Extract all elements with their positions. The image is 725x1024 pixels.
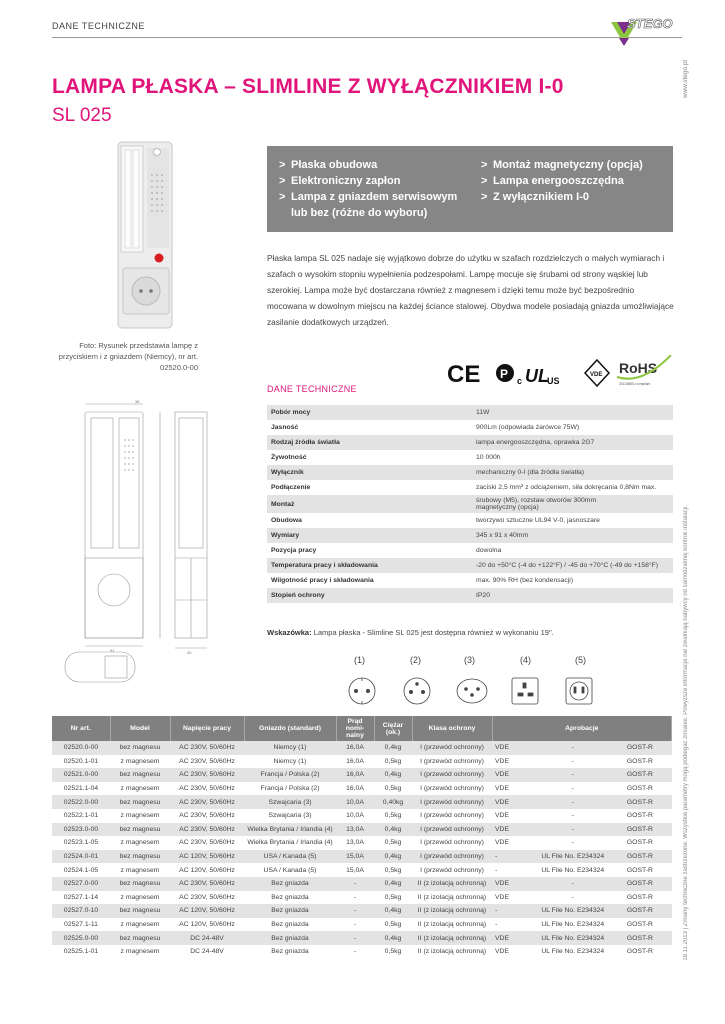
table-cell: VDE (492, 945, 522, 959)
table-row (52, 782, 672, 796)
page-title: LAMPA PŁASKA – SLIMLINE Z WYŁĄCZNIKIEM I-0 (52, 75, 564, 98)
socket-label-1: (1) (354, 655, 365, 665)
table-cell: Bez gniazda (244, 891, 336, 905)
table-cell: z magnesem (110, 836, 170, 850)
table-cell: - (492, 918, 522, 932)
table-cell: 0,4kg (374, 823, 412, 837)
side-note-container (683, 505, 697, 975)
spec-key: Żywotność (267, 450, 472, 465)
table-cell: AC 230V, 50/60Hz (170, 768, 244, 782)
table-cell: AC 230V, 50/60Hz (170, 877, 244, 891)
spec-key: Stopień ochrony (267, 588, 472, 603)
table-cell: bez magnesu (110, 877, 170, 891)
table-cell: GOST-R (624, 768, 672, 782)
table-row (52, 755, 672, 769)
feature-item-left-1 (279, 173, 474, 189)
table-cell: z magnesem (110, 891, 170, 905)
table-row (52, 945, 672, 959)
table-row (52, 823, 672, 837)
table-cell: Szwajcaria (3) (244, 809, 336, 823)
table-cell: VDE (492, 877, 522, 891)
logo-text: STEGO (627, 16, 673, 31)
table-row (52, 809, 672, 823)
table-cell: DC 24-48V (170, 931, 244, 945)
table-cell: Bez gniazda (244, 945, 336, 959)
table-cell: GOST-R (624, 931, 672, 945)
table-cell: I (przewód ochronny) (412, 809, 492, 823)
us-mark: US (547, 376, 560, 386)
feature-list-left (279, 157, 474, 221)
spec-value: 11W (472, 405, 673, 420)
table-cell: 16,0A (336, 768, 374, 782)
table-cell: Francja / Polska (2) (244, 768, 336, 782)
table-cell: Bez gniazda (244, 918, 336, 932)
table-cell: - (492, 904, 522, 918)
table-cell: 02527.1-14 (52, 891, 110, 905)
technical-drawing (55, 400, 260, 690)
table-cell: AC 230V, 50/60Hz (170, 755, 244, 769)
hint-text: Lampa płaska - Slimline SL 025 jest dostępna również w wykonaniu 19". (311, 628, 554, 637)
spec-row (267, 435, 673, 450)
table-cell: I (przewód ochronny) (412, 836, 492, 850)
socket-label-5: (5) (575, 655, 586, 665)
page-subtitle: SL 025 (52, 105, 112, 126)
spec-value: zaciski 2,5 mm² z odciążeniem, siła dokręcania 0,8Nm max. (472, 480, 673, 495)
table-cell: - (336, 904, 374, 918)
spec-row (267, 420, 673, 435)
table-cell: AC 230V, 50/60Hz (170, 836, 244, 850)
table-cell: VDE (492, 795, 522, 809)
table-cell: 02521.0-00 (52, 768, 110, 782)
table-cell: GOST-R (624, 795, 672, 809)
photo-caption: Foto: Rysunek przedstawia lampę z przyciskiem i z gniazdem (Niemcy), nr art. 02520.0-00 (58, 341, 198, 372)
feature-bullet: > (279, 191, 286, 203)
table-cell: Bez gniazda (244, 904, 336, 918)
table-row (52, 877, 672, 891)
table-cell: - (522, 823, 624, 837)
spec-key: Rodzaj źródła światła (267, 435, 472, 450)
table-cell: GOST-R (624, 782, 672, 796)
table-cell: 0,4kg (374, 877, 412, 891)
table-cell: z magnesem (110, 809, 170, 823)
table-cell: - (522, 795, 624, 809)
table-cell: 13,0A (336, 836, 374, 850)
table-cell: bez magnesu (110, 741, 170, 755)
table-cell: I (przewód ochronny) (412, 795, 492, 809)
table-cell: 02523.1-05 (52, 836, 110, 850)
socket-uk-icon (512, 678, 538, 704)
spec-row (267, 450, 673, 465)
table-cell: USA / Kanada (5) (244, 850, 336, 864)
table-cell: UL File No. E234324 (522, 918, 624, 932)
vde-icon (585, 360, 609, 386)
spec-key: Jasność (267, 420, 472, 435)
table-cell: VDE (492, 768, 522, 782)
table-cell: VDE (492, 782, 522, 796)
table-cell: 02522.0-00 (52, 795, 110, 809)
ul-mark: UL (525, 366, 549, 386)
table-cell: 15,0A (336, 863, 374, 877)
gost-icon (496, 364, 514, 382)
table-cell: 0,40kg (374, 795, 412, 809)
table-cell: II (z izolacją ochronną) (412, 931, 492, 945)
table-cell: I (przewód ochronny) (412, 863, 492, 877)
table-cell: 02524.0-01 (52, 850, 110, 864)
spec-row (267, 513, 673, 528)
specs-table (267, 405, 673, 603)
table-cell: 02520.1-01 (52, 755, 110, 769)
table-cell: GOST-R (624, 741, 672, 755)
spec-value: lampa energooszczędna, oprawka 2G7 (472, 435, 673, 450)
table-cell: 16,0A (336, 755, 374, 769)
spec-row (267, 543, 673, 558)
table-cell: bez magnesu (110, 768, 170, 782)
orders-header-cell: Prąd nomi- nalny (336, 716, 374, 741)
tech-data-heading: DANE TECHNICZNE (267, 384, 357, 394)
table-cell: 02525.0-00 (52, 931, 110, 945)
feature-list-right (481, 157, 666, 205)
orders-header-cell: Klasa ochrony (412, 716, 492, 741)
feature-bullet: > (481, 159, 488, 171)
table-cell: z magnesem (110, 918, 170, 932)
spec-key: Podłączenie (267, 480, 472, 495)
table-cell: Wielka Brytania / Irlandia (4) (244, 823, 336, 837)
table-cell: GOST-R (624, 850, 672, 864)
feature-item-right-1 (481, 173, 666, 189)
socket-switzerland-icon (457, 679, 487, 703)
table-cell: VDE (492, 836, 522, 850)
table-cell: GOST-R (624, 945, 672, 959)
table-row (52, 795, 672, 809)
table-cell: z magnesem (110, 755, 170, 769)
side-url: www.stego.pl (682, 60, 689, 99)
table-cell: - (522, 741, 624, 755)
table-cell: II (z izolacją ochronną) (412, 945, 492, 959)
table-cell: 02521.1-04 (52, 782, 110, 796)
orders-header-cell: Gniazdo (standard) (244, 716, 336, 741)
table-cell: z magnesem (110, 945, 170, 959)
spec-row (267, 588, 673, 603)
side-note: 18.11.2013 | Zmiany techniczne zastrzeżone. Wszystkie parametry mogą podlegać zmianie. Powyższe informacje nie zwalniają nabywcy od samodzielnej kontroli instalacji. (683, 505, 689, 961)
orders-table (52, 716, 672, 959)
feature-item-right-2 (481, 189, 666, 205)
table-cell: bez magnesu (110, 795, 170, 809)
table-cell: I (przewód ochronny) (412, 768, 492, 782)
table-cell: 02527.0-10 (52, 904, 110, 918)
table-cell: I (przewód ochronny) (412, 782, 492, 796)
orders-header-cell: Model (110, 716, 170, 741)
table-cell: UL File No. E234324 (522, 904, 624, 918)
table-cell: - (336, 945, 374, 959)
table-cell: I (przewód ochronny) (412, 850, 492, 864)
table-cell: UL File No. E234324 (522, 945, 624, 959)
table-cell: VDE (492, 755, 522, 769)
table-cell: 02527.0-00 (52, 877, 110, 891)
table-cell: 02523.0-00 (52, 823, 110, 837)
spec-row (267, 558, 673, 573)
spec-row (267, 480, 673, 495)
orders-header-cell: Ciężar (ok.) (374, 716, 412, 741)
table-cell: 0,4kg (374, 850, 412, 864)
table-cell: AC 230V, 50/60Hz (170, 795, 244, 809)
table-cell: - (522, 877, 624, 891)
table-cell: GOST-R (624, 823, 672, 837)
spec-row (267, 573, 673, 588)
table-cell: VDE (492, 931, 522, 945)
hint-label: Wskazówka: (267, 628, 312, 637)
table-cell: 02520.0-00 (52, 741, 110, 755)
table-cell: 0,5kg (374, 891, 412, 905)
socket-label-4: (4) (520, 655, 531, 665)
spec-key: Montaż (267, 495, 472, 513)
spec-value: tworzywo sztuczne UL94 V-0, jasnoszare (472, 513, 673, 528)
table-cell: VDE (492, 741, 522, 755)
spec-row (267, 495, 673, 513)
svg-text:P: P (500, 367, 509, 381)
feature-bullet: > (481, 175, 488, 187)
table-cell: - (336, 877, 374, 891)
table-cell: 0,5kg (374, 918, 412, 932)
table-cell: VDE (492, 891, 522, 905)
table-row (52, 836, 672, 850)
table-cell: - (336, 931, 374, 945)
spec-row (267, 465, 673, 480)
table-row (52, 904, 672, 918)
table-cell: GOST-R (624, 755, 672, 769)
orders-header-cell: Aprobacje (492, 716, 672, 741)
spec-value: 10 000h (472, 450, 673, 465)
table-cell: AC 230V, 50/60Hz (170, 741, 244, 755)
table-cell: II (z izolacją ochronną) (412, 918, 492, 932)
table-cell: UL File No. E234324 (522, 850, 624, 864)
table-cell: VDE (492, 809, 522, 823)
socket-france-icon (404, 678, 430, 704)
spec-key: Wymiary (267, 528, 472, 543)
spec-key: Wyłącznik (267, 465, 472, 480)
spec-row (267, 528, 673, 543)
table-cell: 0,5kg (374, 755, 412, 769)
feature-text: Z wyłącznikiem I-0 (493, 191, 589, 203)
table-cell: - (522, 809, 624, 823)
product-photo (115, 140, 175, 330)
feature-box (267, 146, 673, 232)
spec-value: dowolna (472, 543, 673, 558)
table-row (52, 741, 672, 755)
certification-logos (447, 355, 673, 391)
table-cell: AC 230V, 50/60Hz (170, 809, 244, 823)
feature-text: Lampa z gniazdem serwisowym lub bez (różne do wyboru) (291, 191, 458, 219)
table-cell: I (przewód ochronny) (412, 755, 492, 769)
drawing-dim-1: 38 (135, 400, 140, 404)
feature-item-right-0 (481, 157, 666, 173)
orders-header-cell: Nr art. (52, 716, 110, 741)
spec-key: Wilgotność pracy i składowania (267, 573, 472, 588)
table-cell: bez magnesu (110, 904, 170, 918)
feature-text: Elektroniczny zapłon (291, 175, 401, 187)
drawing-dim-2: 91 (110, 648, 115, 653)
table-cell: VDE (492, 823, 522, 837)
table-cell: UL File No. E234324 (522, 931, 624, 945)
spec-key: Pozycja pracy (267, 543, 472, 558)
table-row (52, 850, 672, 864)
table-cell: GOST-R (624, 836, 672, 850)
table-cell: 13,0A (336, 823, 374, 837)
table-cell: GOST-R (624, 863, 672, 877)
table-cell: - (336, 891, 374, 905)
spec-key: Temperatura pracy i składowania (267, 558, 472, 573)
socket-usa-icon (566, 678, 592, 704)
table-cell: Francja / Polska (2) (244, 782, 336, 796)
table-cell: USA / Kanada (5) (244, 863, 336, 877)
socket-icons (330, 655, 630, 715)
table-cell: 0,5kg (374, 782, 412, 796)
table-cell: Niemcy (1) (244, 755, 336, 769)
table-cell: 15,0A (336, 850, 374, 864)
c-mark: c (517, 376, 523, 386)
table-cell: Szwajcaria (3) (244, 795, 336, 809)
product-description: Płaska lampa SL 025 nadaje się wyjątkowo dobrze do użytku w szafach rozdzielczych o małych wymiarach i szafach o wysokim stopniu wypełnienia podzespołami. Lampę mocuje się śrubami od strony wąskiej lub szerokiej. Lampa może być dostarczana również z magnesem i dzięki temu może być bezpośrednio mocowana w dowolnym miejscu na każdej ściance stalowej. Obydwa modele posiadają gniazda umożliwiające zasilanie dodatkowych urządzeń. (267, 253, 674, 327)
header-label: DANE TECHNICZNE (52, 21, 145, 31)
table-cell: 0,5kg (374, 836, 412, 850)
table-cell: 0,5kg (374, 809, 412, 823)
table-cell: GOST-R (624, 891, 672, 905)
orders-header-cell: Napięcie pracy (170, 716, 244, 741)
rohs-note: 2011/65/EU compliant (619, 382, 651, 386)
table-cell: Niemcy (1) (244, 741, 336, 755)
feature-bullet: > (481, 191, 488, 203)
table-cell: II (z izolacją ochronną) (412, 891, 492, 905)
feature-text: Montaż magnetyczny (opcja) (493, 159, 643, 171)
feature-item-left-0 (279, 157, 474, 173)
table-cell: Bez gniazda (244, 931, 336, 945)
spec-value: śrubowy (M5), rozstaw otworów 300mm magnetyczny (opcja) (472, 495, 673, 513)
table-cell: 0,4kg (374, 741, 412, 755)
table-cell: 02525.1-01 (52, 945, 110, 959)
feature-text: Płaska obudowa (291, 159, 378, 171)
table-cell: 0,5kg (374, 863, 412, 877)
table-cell: AC 230V, 50/60Hz (170, 782, 244, 796)
spec-value: max. 90% RH (bez kondensacji) (472, 573, 673, 588)
spec-value: IP20 (472, 588, 673, 603)
table-cell: - (522, 891, 624, 905)
table-cell: AC 120V, 50/60Hz (170, 904, 244, 918)
rohs-mark: RoHS (619, 360, 658, 376)
table-cell: 0,4kg (374, 904, 412, 918)
table-cell: I (przewód ochronny) (412, 741, 492, 755)
feature-item-left-2 (279, 189, 474, 221)
table-row (52, 931, 672, 945)
spec-key: Obudowa (267, 513, 472, 528)
spec-row (267, 405, 673, 420)
table-cell: bez magnesu (110, 823, 170, 837)
table-cell: - (336, 918, 374, 932)
table-cell: Bez gniazda (244, 877, 336, 891)
table-cell: DC 24-48V (170, 945, 244, 959)
table-cell: 02527.1-11 (52, 918, 110, 932)
table-cell: - (522, 755, 624, 769)
table-cell: AC 230V, 50/60Hz (170, 823, 244, 837)
table-cell: UL File No. E234324 (522, 863, 624, 877)
header-divider (52, 37, 682, 38)
socket-germany-icon (349, 678, 375, 704)
spec-key: Pobór mocy (267, 405, 472, 420)
table-row (52, 863, 672, 877)
ce-mark: CE (447, 361, 481, 388)
hint (267, 628, 554, 637)
table-cell: - (522, 836, 624, 850)
table-cell: bez magnesu (110, 850, 170, 864)
table-cell: GOST-R (624, 918, 672, 932)
table-cell: GOST-R (624, 877, 672, 891)
stego-logo (597, 12, 687, 48)
feature-bullet: > (279, 175, 286, 187)
table-cell: 02524.1-05 (52, 863, 110, 877)
table-cell: - (522, 782, 624, 796)
table-row (52, 768, 672, 782)
table-row (52, 918, 672, 932)
table-cell: - (492, 850, 522, 864)
table-cell: 16,0A (336, 741, 374, 755)
table-cell: 02522.1-01 (52, 809, 110, 823)
table-cell: GOST-R (624, 904, 672, 918)
table-cell: z magnesem (110, 863, 170, 877)
table-cell: Wielka Brytania / Irlandia (4) (244, 836, 336, 850)
spec-value: mechaniczny 0-I (dla źródła światła) (472, 465, 673, 480)
side-url-container (682, 60, 696, 120)
table-cell: 0,4kg (374, 768, 412, 782)
feature-text: Lampa energooszczędna (493, 175, 624, 187)
table-cell: - (522, 768, 624, 782)
table-cell: 0,4kg (374, 931, 412, 945)
table-row (52, 891, 672, 905)
table-cell: 16,0A (336, 782, 374, 796)
socket-label-2: (2) (410, 655, 421, 665)
table-cell: AC 120V, 50/60Hz (170, 850, 244, 864)
spec-value: 900Lm (odpowiada żarówce 75W) (472, 420, 673, 435)
table-cell: GOST-R (624, 809, 672, 823)
table-cell: 0,5kg (374, 945, 412, 959)
feature-bullet: > (279, 159, 286, 171)
table-cell: AC 120V, 50/60Hz (170, 918, 244, 932)
table-cell: 10,0A (336, 795, 374, 809)
table-cell: II (z izolacją ochronną) (412, 877, 492, 891)
spec-value: -20 do +50°C (-4 do +122°F) / -45 do +70°C (-49 do +158°F) (472, 558, 673, 573)
drawing-dim-3: 40 (187, 650, 192, 655)
spec-value: 345 x 91 x 40mm (472, 528, 673, 543)
table-cell: AC 230V, 50/60Hz (170, 891, 244, 905)
vde-mark: VDE (590, 372, 603, 378)
table-cell: z magnesem (110, 782, 170, 796)
table-cell: 10,0A (336, 809, 374, 823)
table-cell: I (przewód ochronny) (412, 823, 492, 837)
table-cell: bez magnesu (110, 931, 170, 945)
table-cell: II (z izolacją ochronną) (412, 904, 492, 918)
table-cell: - (492, 863, 522, 877)
table-cell: AC 120V, 50/60Hz (170, 863, 244, 877)
socket-label-3: (3) (464, 655, 475, 665)
